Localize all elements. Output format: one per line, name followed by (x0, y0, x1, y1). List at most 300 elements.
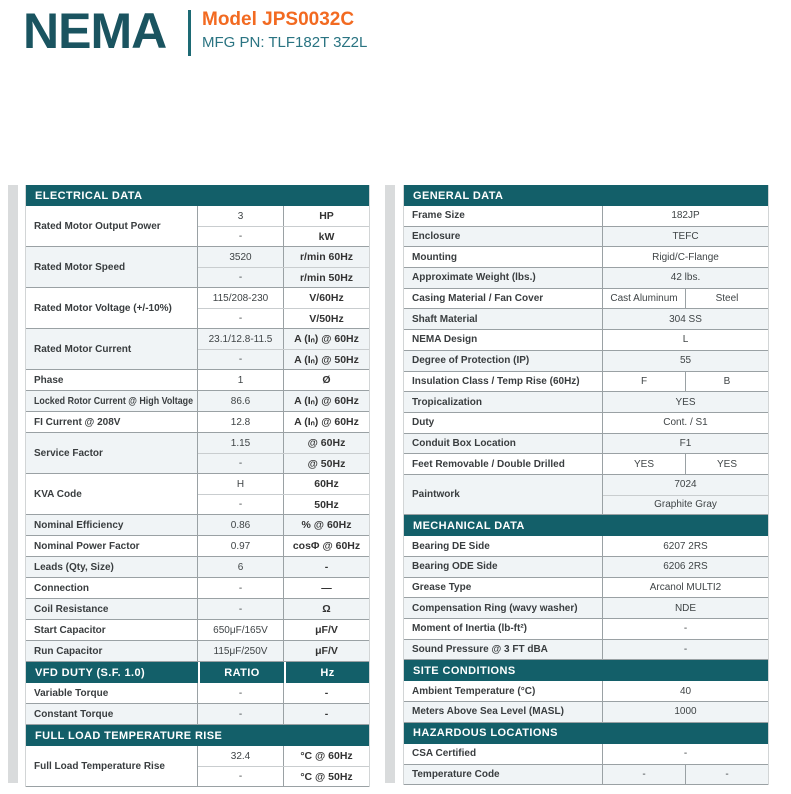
table-row (404, 206, 768, 227)
mfg-part-number: MFG PN: TLF182T 3Z2L (202, 34, 368, 51)
left-accent-strip (8, 185, 18, 783)
table-row (404, 536, 768, 557)
row-label-text: Phase (34, 374, 64, 386)
row-value: B (685, 372, 768, 392)
row-value: - (198, 227, 284, 246)
row-values (603, 330, 768, 350)
sub-row (198, 349, 369, 369)
row-label-text: Rated Motor Voltage (+/-10%) (34, 302, 172, 314)
nema-logo: NEMA (23, 3, 167, 59)
row-label (404, 289, 603, 309)
row-label (26, 370, 198, 390)
row-label (26, 704, 198, 724)
section-header-bar (404, 660, 768, 681)
row-unit: A (Iₙ) @ 60Hz (294, 333, 359, 345)
row-label (26, 683, 198, 703)
row-subrows (603, 247, 768, 267)
row-label (404, 413, 603, 433)
row-label (404, 765, 603, 785)
table-row (26, 683, 369, 704)
row-unit: °C @ 60Hz (300, 750, 353, 762)
row-unit: 50Hz (314, 498, 339, 511)
row-label (26, 412, 198, 432)
row-label-text: KVA Code (34, 488, 82, 500)
row-label (404, 227, 603, 247)
sub-row (603, 454, 768, 474)
row-value: - (198, 599, 284, 619)
general-data-column (403, 185, 769, 785)
row-label-text: Rated Motor Current (34, 343, 132, 355)
row-value: 12.8 (198, 412, 284, 432)
row-unit: 60Hz (314, 478, 339, 490)
row-values (603, 454, 768, 474)
sub-row (198, 433, 369, 453)
table-row (404, 702, 768, 723)
row-subrows (198, 370, 369, 390)
row-unit: Ω (322, 603, 331, 615)
row-label-text: Conduit Box Location (412, 437, 516, 449)
section-title: VFD DUTY (S.F. 1.0) (35, 666, 146, 679)
row-label-text: Feet Removable / Double Drilled (412, 458, 565, 470)
row-subrows (198, 683, 369, 703)
row-subrows (198, 329, 369, 369)
spec-section (403, 515, 769, 660)
sub-row (603, 640, 768, 660)
row-values (603, 744, 768, 764)
row-values (603, 434, 768, 454)
row-value: 1000 (674, 706, 697, 718)
row-label (26, 557, 198, 577)
table-row (26, 412, 369, 433)
row-label-text: NEMA Design (412, 334, 478, 346)
row-label (404, 557, 603, 577)
row-value: 6 (198, 557, 284, 577)
sub-row (603, 206, 768, 226)
row-label (404, 351, 603, 371)
row-subrows (603, 309, 768, 329)
row-subrows (198, 247, 369, 287)
row-label-text: Grease Type (412, 582, 472, 594)
row-subrows (198, 641, 369, 661)
row-label (404, 640, 603, 660)
row-label (404, 268, 603, 288)
row-label (26, 515, 198, 535)
spec-section (403, 723, 769, 785)
spec-section (25, 662, 370, 725)
table-row (26, 641, 369, 662)
section-title: FULL LOAD TEMPERATURE RISE (35, 729, 223, 742)
row-values (603, 702, 768, 722)
sub-row (198, 226, 369, 246)
row-label-text: Mounting (412, 251, 457, 263)
sub-row (198, 536, 369, 556)
row-label-text: Enclosure (412, 231, 461, 243)
sub-row (198, 704, 369, 724)
row-label-text: Service Factor (34, 447, 103, 459)
section-header-bar (404, 515, 768, 536)
section-header-bar (26, 725, 369, 746)
row-value: Rigid/C-Flange (652, 251, 719, 263)
row-values (603, 392, 768, 412)
row-unit: % @ 60Hz (301, 519, 352, 531)
table-row (404, 557, 768, 578)
table-row (404, 268, 768, 289)
row-subrows (603, 598, 768, 618)
model-number: Model JPS0032C (202, 9, 355, 30)
table-row (404, 681, 768, 702)
sub-row (198, 329, 369, 349)
row-label (26, 536, 198, 556)
sub-row (198, 578, 369, 598)
row-values (603, 413, 768, 433)
row-label-text: Sound Pressure @ 3 FT dBA (412, 644, 548, 656)
electrical-data-column (25, 185, 370, 787)
sub-row (198, 746, 369, 766)
section-column-header: RATIO (198, 662, 284, 683)
row-subrows (603, 330, 768, 350)
row-subrows (198, 578, 369, 598)
row-subrows (198, 704, 369, 724)
sub-row (603, 536, 768, 556)
section-title: MECHANICAL DATA (413, 519, 525, 532)
row-value: 650μF/165V (198, 620, 284, 640)
row-label-text: Leads (Qty, Size) (34, 561, 114, 573)
row-subrows (198, 391, 369, 411)
row-value: 32.4 (198, 746, 284, 766)
row-label-text: Meters Above Sea Level (MASL) (412, 706, 564, 718)
row-subrows (198, 412, 369, 432)
row-values (603, 640, 768, 660)
sub-row (603, 557, 768, 577)
row-subrows (603, 557, 768, 577)
sub-row (603, 434, 768, 454)
table-row (26, 557, 369, 578)
table-row (26, 578, 369, 599)
row-subrows (603, 268, 768, 288)
table-row (404, 413, 768, 434)
row-label (26, 391, 198, 411)
row-label (404, 578, 603, 598)
row-label-text: CSA Certified (412, 748, 477, 760)
section-header-bar (404, 185, 768, 206)
row-label-text: Bearing DE Side (412, 540, 490, 552)
row-value: YES (633, 458, 654, 470)
table-row (26, 536, 369, 557)
row-subrows (198, 433, 369, 473)
row-label (404, 330, 603, 350)
row-subrows (198, 599, 369, 619)
row-label-text: Paintwork (412, 489, 460, 501)
sub-row (603, 702, 768, 722)
row-subrows (603, 392, 768, 412)
row-subrows (603, 702, 768, 722)
row-values (603, 765, 768, 785)
table-row (404, 619, 768, 640)
sub-row (603, 413, 768, 433)
row-unit: — (321, 582, 332, 594)
table-row (404, 475, 768, 515)
row-subrows (603, 413, 768, 433)
row-label (404, 598, 603, 618)
row-subrows (603, 206, 768, 226)
sub-row (603, 475, 768, 495)
row-unit: V/50Hz (309, 312, 344, 325)
row-subrows (603, 434, 768, 454)
row-subrows (603, 536, 768, 556)
table-row (404, 372, 768, 393)
row-value: L (682, 334, 689, 346)
table-row (404, 434, 768, 455)
sub-row (198, 474, 369, 494)
row-value: 115/208-230 (198, 288, 284, 308)
row-label (404, 744, 603, 764)
table-row (404, 351, 768, 372)
sub-row (198, 766, 369, 786)
row-value: Graphite Gray (654, 499, 717, 511)
row-values (603, 289, 768, 309)
sub-row (198, 620, 369, 640)
row-label (404, 536, 603, 556)
row-label (26, 641, 198, 661)
row-label-text: Nominal Efficiency (34, 519, 124, 531)
row-value: - (685, 765, 768, 785)
row-subrows (603, 289, 768, 309)
row-value: - (198, 309, 284, 328)
row-label-text: Insulation Class / Temp Rise (60Hz) (412, 375, 580, 387)
row-subrows (198, 474, 369, 514)
sub-row (198, 683, 369, 703)
row-subrows (603, 681, 768, 701)
row-value: - (198, 767, 284, 786)
table-row (404, 640, 768, 661)
table-row (26, 599, 369, 620)
row-label-text: Coil Resistance (34, 603, 109, 615)
sub-row (603, 309, 768, 329)
row-subrows (603, 578, 768, 598)
row-values (603, 227, 768, 247)
section-column-header: Hz (284, 662, 369, 683)
row-subrows (198, 620, 369, 640)
row-subrows (603, 227, 768, 247)
spec-section (25, 725, 370, 787)
row-subrows (198, 515, 369, 535)
row-value: 182JP (671, 210, 700, 222)
section-title: SITE CONDITIONS (413, 664, 516, 677)
section-header-bar (404, 723, 768, 744)
row-label-text: Tropicalization (412, 396, 483, 408)
row-label (26, 620, 198, 640)
section-title: HAZARDOUS LOCATIONS (413, 727, 558, 740)
row-label-text: Locked Rotor Current @ High Voltage (34, 395, 194, 407)
section-title: ELECTRICAL DATA (35, 189, 143, 202)
table-row (404, 309, 768, 330)
row-value: 304 SS (669, 313, 702, 325)
row-label-text: Variable Torque (34, 687, 109, 699)
row-label-text: Frame Size (412, 210, 465, 222)
section-title: GENERAL DATA (413, 189, 504, 202)
row-unit: cosΦ @ 60Hz (292, 540, 361, 552)
row-subrows (603, 372, 768, 392)
row-label (404, 372, 603, 392)
row-value: 3520 (198, 247, 284, 267)
table-row (26, 206, 369, 247)
right-accent-strip (385, 185, 395, 783)
row-unit: A (Iₙ) @ 60Hz (294, 395, 359, 407)
row-label (404, 619, 603, 639)
row-value: 1 (198, 370, 284, 390)
row-unit: HP (319, 210, 334, 222)
row-unit: @ 50Hz (307, 457, 346, 470)
sub-row (603, 227, 768, 247)
sub-row (198, 412, 369, 432)
row-label (26, 247, 198, 287)
row-label-text: Full Load Temperature Rise (34, 760, 165, 772)
row-label (404, 475, 603, 514)
row-value: 6206 2RS (663, 561, 708, 573)
sub-row (198, 641, 369, 661)
sub-row (603, 578, 768, 598)
row-label (26, 599, 198, 619)
table-row (404, 744, 768, 765)
table-row (26, 288, 369, 329)
row-value: - (683, 623, 688, 635)
row-values (603, 681, 768, 701)
row-label (404, 454, 603, 474)
row-label-text: Ambient Temperature (°C) (412, 685, 536, 697)
table-row (26, 247, 369, 288)
row-label (404, 702, 603, 722)
row-subrows (603, 765, 768, 785)
row-unit: °C @ 50Hz (300, 770, 353, 783)
row-unit: - (324, 561, 329, 573)
row-value: F1 (679, 437, 692, 449)
row-label-text: Constant Torque (34, 708, 114, 720)
row-label-text: Rated Motor Output Power (34, 220, 161, 232)
row-label (404, 434, 603, 454)
row-value: 0.86 (198, 515, 284, 535)
row-subrows (603, 640, 768, 660)
table-row (26, 391, 369, 412)
row-value: - (198, 683, 284, 703)
sub-row (603, 744, 768, 764)
row-values (603, 372, 768, 392)
row-label (404, 681, 603, 701)
row-value: - (642, 768, 646, 780)
sub-row (603, 330, 768, 350)
sub-row (603, 681, 768, 701)
row-value: 40 (679, 685, 692, 697)
row-label-text: Connection (34, 582, 89, 594)
row-value: Cast Aluminum (610, 293, 678, 305)
row-value: - (198, 704, 284, 724)
row-label (26, 578, 198, 598)
row-value: H (198, 474, 284, 494)
row-value: - (198, 268, 284, 287)
row-subrows (603, 475, 768, 514)
row-unit: V/60Hz (309, 292, 344, 304)
table-row (26, 515, 369, 536)
row-subrows (603, 744, 768, 764)
row-value: - (683, 644, 688, 656)
row-unit: @ 60Hz (307, 437, 346, 449)
row-label-text: FI Current @ 208V (34, 416, 121, 428)
row-label-text: Run Capacitor (34, 645, 103, 657)
sub-row (198, 453, 369, 473)
row-value: Steel (685, 289, 768, 309)
row-values (603, 206, 768, 226)
sub-row (198, 515, 369, 535)
table-row (26, 620, 369, 641)
row-label-text: Compensation Ring (wavy washer) (412, 602, 578, 614)
sub-row (603, 351, 768, 371)
row-label (26, 746, 198, 786)
row-value: 42 lbs. (670, 272, 701, 284)
row-value: - (683, 748, 688, 760)
row-label-text: Temperature Code (412, 768, 500, 780)
row-values (603, 598, 768, 618)
table-row (26, 329, 369, 370)
spec-section (403, 185, 769, 515)
row-label-text: Rated Motor Speed (34, 261, 126, 273)
row-label-text: Duty (412, 417, 435, 429)
row-subrows (603, 351, 768, 371)
row-subrows (198, 557, 369, 577)
spec-section (25, 185, 370, 662)
row-subrows (603, 454, 768, 474)
section-header-bar (26, 185, 369, 206)
sub-row (603, 372, 768, 392)
brand-divider (188, 10, 191, 56)
row-unit: μF/V (315, 624, 338, 636)
row-values (603, 351, 768, 371)
row-label (26, 288, 198, 328)
row-values (603, 247, 768, 267)
table-row (404, 392, 768, 413)
sub-row (198, 206, 369, 226)
table-row (404, 330, 768, 351)
row-label-text: Degree of Protection (IP) (412, 355, 530, 367)
row-label (404, 247, 603, 267)
row-unit: - (324, 687, 329, 699)
row-label (404, 392, 603, 412)
sub-row (198, 288, 369, 308)
table-row (404, 598, 768, 619)
row-label (26, 433, 198, 473)
row-subrows (198, 288, 369, 328)
row-values (603, 536, 768, 556)
table-row (26, 746, 369, 787)
row-value: 1.15 (198, 433, 284, 453)
table-row (404, 289, 768, 310)
row-value: Cont. / S1 (663, 417, 708, 429)
row-value: - (198, 495, 284, 514)
row-label-text: Bearing ODE Side (412, 561, 498, 573)
spec-section (403, 660, 769, 722)
row-value: F (640, 375, 648, 387)
row-unit: r/min 60Hz (299, 251, 354, 263)
row-values (603, 619, 768, 639)
table-row (404, 578, 768, 599)
row-label (404, 206, 603, 226)
row-label (26, 329, 198, 369)
row-values (603, 557, 768, 577)
row-value: YES (685, 454, 768, 474)
section-header-bar (26, 662, 369, 683)
row-value: Arcanol MULTI2 (649, 582, 722, 594)
row-label (404, 309, 603, 329)
row-value: 7024 (674, 479, 697, 491)
row-value: 0.97 (198, 536, 284, 556)
